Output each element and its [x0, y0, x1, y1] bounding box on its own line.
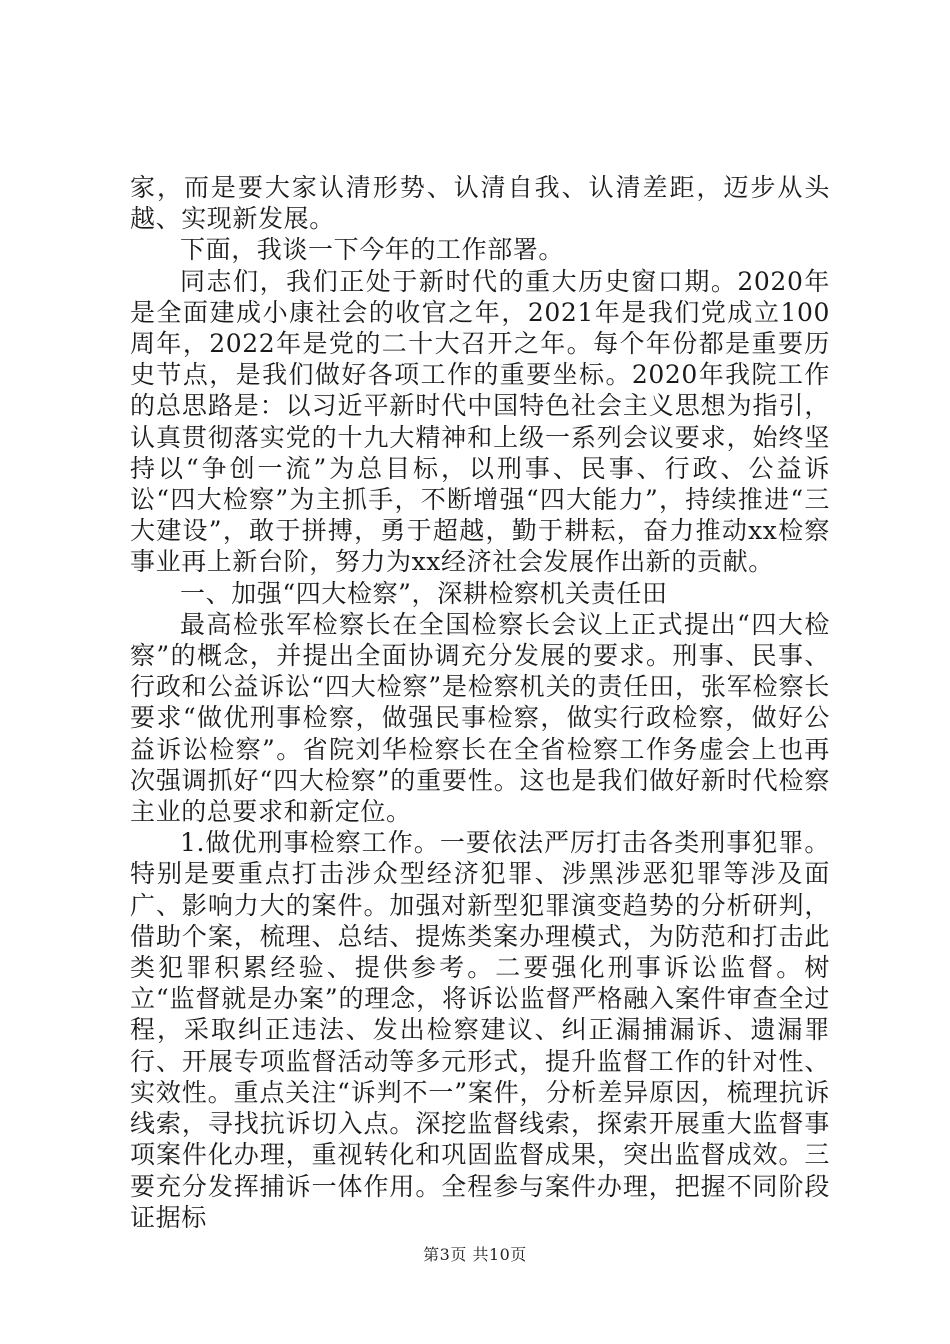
paragraph-four-procuratorates-concept: 最高检张军检察长在全国检察长会议上正式提出“四大检察”的概念，并提出全面协调充分发展的要求。刑事、民事、行政和公益诉讼“四大检察”是检察机关的责任田，张军检察长要求“做优刑事检察，做强民事检察，做实行政检察，做好公益诉讼检察”。省院刘华检察长在全省检察工作务虚会上也再次强调抓好“四大检察”的重要性。这也是我们做好新时代检察主业的总要求和新定位。	[130, 609, 830, 827]
paragraph-overall-thinking: 同志们，我们正处于新时代的重大历史窗口期。2020年是全面建成小康社会的收官之年，2021年是我们党成立100周年，2022年是党的二十大召开之年。每个年份都是重要历史节点，是我们做好各项工作的重要坐标。2020年我院工作的总思路是：以习近平新时代中国特色社会主义思想为指引，认真贯彻落实党的十九大精神和上级一系列会议要求，始终坚持以“争创一流”为总目标，以刑事、民事、行政、公益诉讼“四大检察”为主抓手，不断增强“四大能力”，持续推进“三大建设”，敢于拼搏，勇于超越，勤于耕耘，奋力推动xx检察事业再上新台阶，努力为xx经济社会发展作出新的贡献。	[130, 266, 830, 577]
page-number-footer: 第3页 共10页	[423, 1245, 527, 1264]
paragraph-continuation: 家，而是要大家认清形势、认清自我、认清差距，迈步从头越、实现新发展。	[130, 173, 830, 234]
section-heading-four-procuratorates: 一、加强“四大检察”，深耕检察机关责任田	[180, 578, 668, 608]
document-body	[130, 172, 830, 1233]
paragraph-intro-deployment: 下面，我谈一下今年的工作部署。	[180, 235, 565, 265]
paragraph-criminal-procuratorate: 1.做优刑事检察工作。一要依法严厉打击各类刑事犯罪。特别是要重点打击涉众型经济犯罪、涉黑涉恶犯罪等涉及面广、影响力大的案件。加强对新型犯罪演变趋势的分析研判，借助个案，梳理、总结、提炼类案办理模式，为防范和打击此类犯罪积累经验、提供参考。二要强化刑事诉讼监督。树立“监督就是办案”的理念，将诉讼监督严格融入案件审查全过程，采取纠正违法、发出检察建议、纠正漏捕漏诉、遗漏罪行、开展专项监督活动等多元形式，提升监督工作的针对性、实效性。重点关注“诉判不一”案件，分析差异原因，梳理抗诉线索，寻找抗诉切入点。深挖监督线索，探索开展重大监督事项案件化办理，重视转化和巩固监督成果，突出监督成效。三要充分发挥捕诉一体作用。全程参与案件办理，把握不同阶段证据标	[130, 828, 830, 1232]
